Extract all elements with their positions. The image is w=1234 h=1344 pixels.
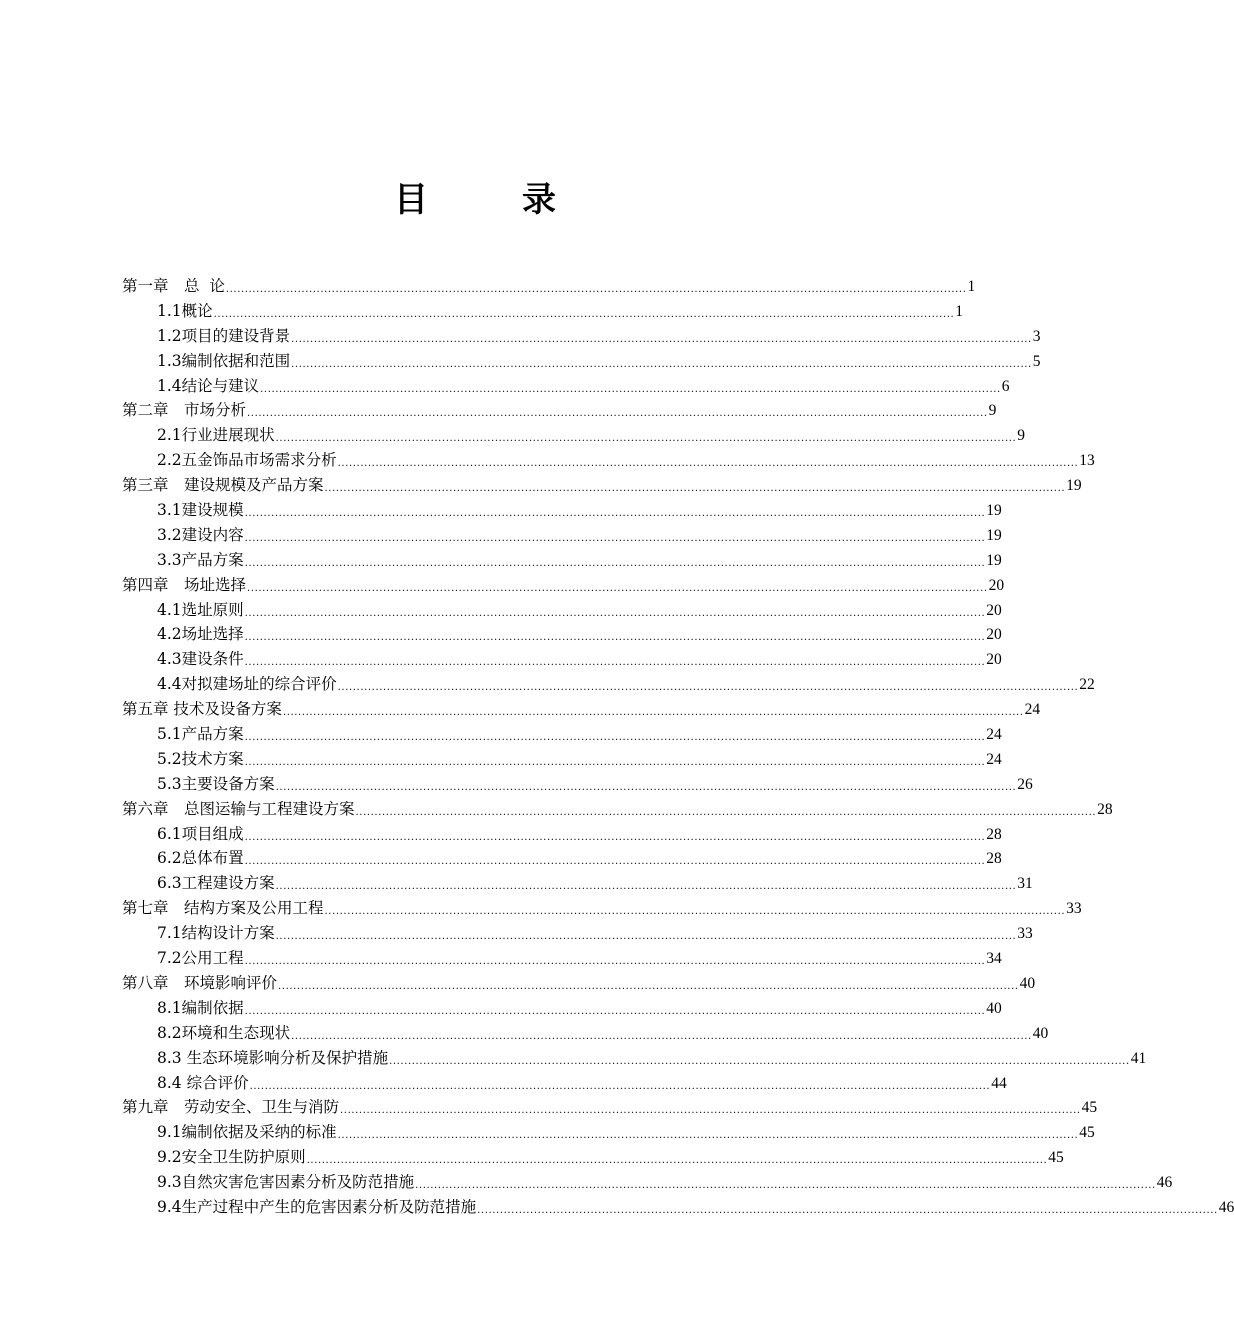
toc-entry-label: 2.1行业进展现状 [157, 426, 275, 445]
toc-dot-leader: .................................................................................................................................................................................................... [389, 1055, 1130, 1067]
toc-page-number: 20 [986, 651, 1002, 669]
toc-page-number: 40 [986, 999, 1002, 1017]
toc-entry-label: 8.1编制依据 [157, 998, 244, 1017]
toc-dot-leader: .................................................................................................................................................................................................... [244, 508, 986, 520]
toc-section-entry[interactable] [122, 871, 1033, 896]
toc-entry-label: 3.3产品方案 [157, 550, 244, 569]
toc-page-number: 9 [988, 402, 997, 420]
toc-entry-label: 第二章 市场分析 [122, 401, 247, 420]
toc-entry-label: 1.1概论 [157, 301, 213, 320]
toc-dot-leader: .................................................................................................................................................................................................... [324, 906, 1066, 918]
toc-dot-leader: .................................................................................................................................................................................................... [244, 831, 986, 843]
toc-dot-leader: .................................................................................................................................................................................................... [275, 781, 1017, 793]
toc-entry-label: 第一章 总 论 [122, 277, 225, 295]
toc-page-number: 19 [986, 526, 1002, 544]
toc-page-number: 1 [955, 302, 964, 320]
toc-dot-leader: .................................................................................................................................................................................................... [244, 1005, 986, 1017]
toc-entry-label: 第六章 总图运输与工程建设方案 [122, 799, 355, 818]
toc-dot-leader: .................................................................................................................................................................................................... [213, 308, 955, 320]
toc-chapter-entry[interactable] [122, 573, 1005, 598]
toc-page-number: 28 [986, 825, 1002, 843]
toc-page-number: 24 [986, 726, 1002, 744]
toc-entry-label: 6.2总体布置 [157, 849, 244, 868]
toc-dot-leader: .................................................................................................................................................................................................... [306, 1155, 1048, 1167]
toc-page-number: 13 [1079, 452, 1095, 470]
toc-chapter-entry[interactable] [122, 971, 1036, 996]
toc-dot-leader: .................................................................................................................................................................................................... [244, 732, 986, 744]
toc-section-entry[interactable] [122, 747, 1002, 772]
toc-page-number: 46 [1156, 1174, 1173, 1192]
toc-section-entry[interactable] [122, 722, 1002, 747]
toc-page-number: 24 [986, 750, 1002, 768]
toc-section-entry[interactable] [122, 374, 1010, 399]
toc-dot-leader: .................................................................................................................................................................................................... [291, 358, 1032, 370]
toc-section-entry[interactable] [122, 1170, 1173, 1195]
toc-dot-leader: .................................................................................................................................................................................................... [282, 707, 1024, 719]
toc-dot-leader: .................................................................................................................................................................................................... [244, 956, 986, 968]
toc-entry-label: 第三章 建设规模及产品方案 [122, 476, 324, 495]
toc-entry-label: 9.2安全卫生防护原则 [157, 1148, 306, 1167]
toc-page-number: 19 [1066, 477, 1082, 495]
toc-section-entry[interactable] [122, 772, 1033, 797]
toc-page-number: 40 [1019, 974, 1036, 992]
toc-entry-label: 1.4结论与建议 [157, 376, 260, 395]
toc-entry-label: 3.2建设内容 [157, 525, 244, 544]
toc-dot-leader: .................................................................................................................................................................................................... [355, 806, 1097, 818]
toc-entry-label: 第四章 场址选择 [122, 575, 247, 594]
toc-dot-leader: .................................................................................................................................................................................................... [244, 756, 986, 768]
toc-entry-label: 第七章 结构方案及公用工程 [122, 899, 324, 918]
toc-page-number: 3 [1032, 327, 1041, 345]
toc-chapter-entry[interactable] [122, 473, 1082, 498]
toc-entry-label: 3.1建设规模 [157, 501, 244, 520]
toc-dot-leader: .................................................................................................................................................................................................... [337, 1130, 1079, 1142]
toc-dot-leader: .................................................................................................................................................................................................... [275, 881, 1017, 893]
toc-page-number: 40 [1032, 1024, 1049, 1042]
toc-chapter-entry[interactable] [122, 398, 997, 423]
toc-entry-label: 5.2技术方案 [157, 749, 244, 768]
toc-entry-label: 8.2环境和生态现状 [157, 1023, 291, 1042]
toc-page-number: 31 [1017, 875, 1033, 893]
toc-dot-leader: .................................................................................................................................................................................................... [337, 458, 1079, 470]
toc-dot-leader: .................................................................................................................................................................................................... [249, 1080, 991, 1092]
toc-section-entry[interactable] [122, 1145, 1064, 1170]
toc-page-number: 9 [1017, 427, 1026, 445]
toc-entry-label: 6.1项目组成 [157, 824, 244, 843]
toc-dot-leader: .................................................................................................................................................................................................... [275, 931, 1017, 943]
toc-page-number: 33 [1066, 900, 1082, 918]
toc-page-number: 26 [1017, 775, 1033, 793]
toc-page-number: 24 [1024, 701, 1041, 719]
toc-page-number: 33 [1017, 925, 1033, 943]
toc-section-entry[interactable] [122, 1021, 1049, 1046]
toc-page-number: 45 [1048, 1149, 1064, 1167]
toc-dot-leader: .................................................................................................................................................................................................... [244, 856, 986, 868]
toc-section-entry[interactable] [122, 523, 1002, 548]
toc-dot-leader: .................................................................................................................................................................................................... [291, 333, 1032, 345]
toc-dot-leader: .................................................................................................................................................................................................... [244, 632, 986, 644]
toc-entry-label: 2.2五金饰品市场需求分析 [157, 451, 337, 470]
toc-page-number: 28 [1097, 800, 1113, 818]
toc-chapter-entry[interactable] [122, 274, 976, 299]
toc-page-number: 1 [967, 278, 976, 295]
toc-section-entry[interactable] [122, 299, 964, 324]
toc-entry-label: 5.3主要设备方案 [157, 774, 275, 793]
toc-entry-label: 9.3自然灾害危害因素分析及防范措施 [157, 1173, 415, 1192]
toc-section-entry[interactable] [122, 1071, 1007, 1096]
toc-page-number: 19 [986, 502, 1002, 520]
toc-page-number: 22 [1079, 676, 1095, 694]
toc-page-number: 44 [991, 1074, 1007, 1092]
toc-dot-leader: .................................................................................................................................................................................................... [324, 483, 1066, 495]
toc-entry-label: 9.1编制依据及采纳的标准 [157, 1123, 337, 1142]
toc-entry-label: 第五章 技术及设备方案 [122, 700, 282, 719]
toc-page-number: 41 [1130, 1049, 1147, 1067]
toc-dot-leader: .................................................................................................................................................................................................... [260, 383, 1001, 395]
toc-page-number: 20 [986, 601, 1002, 619]
toc-section-entry[interactable] [122, 822, 1002, 847]
toc-entry-label: 9.4生产过程中产生的危害因素分析及防范措施 [157, 1197, 477, 1216]
toc-page-number: 6 [1001, 377, 1010, 395]
toc-entry-label: 8.4 综合评价 [157, 1073, 249, 1092]
toc-page-number: 28 [986, 850, 1002, 868]
toc-dot-leader: .................................................................................................................................................................................................... [340, 1105, 1081, 1117]
toc-entry-label: 1.3编制依据和范围 [157, 351, 291, 370]
toc-page-number: 20 [986, 626, 1002, 644]
toc-entry-label: 1.2项目的建设背景 [157, 326, 291, 345]
toc-dot-leader: .................................................................................................................................................................................................... [225, 284, 967, 295]
toc-dot-leader: .................................................................................................................................................................................................... [247, 582, 988, 594]
toc-section-entry[interactable] [122, 548, 1002, 573]
table-of-contents [122, 274, 1234, 1220]
toc-dot-leader: .................................................................................................................................................................................................... [247, 408, 988, 420]
toc-dot-leader: .................................................................................................................................................................................................... [244, 607, 986, 619]
toc-page-number: 20 [988, 576, 1005, 594]
toc-entry-label: 6.3工程建设方案 [157, 874, 275, 893]
toc-dot-leader: .................................................................................................................................................................................................... [415, 1180, 1156, 1192]
toc-page-number: 45 [1079, 1124, 1095, 1142]
toc-section-entry[interactable] [122, 1195, 1234, 1220]
toc-section-entry[interactable] [122, 946, 1002, 971]
toc-chapter-entry[interactable] [122, 1095, 1098, 1120]
toc-page-number: 46 [1218, 1198, 1234, 1216]
toc-page-number: 5 [1032, 352, 1041, 370]
toc-chapter-entry[interactable] [122, 797, 1113, 822]
toc-dot-leader: .................................................................................................................................................................................................... [477, 1204, 1218, 1216]
toc-section-entry[interactable] [122, 324, 1041, 349]
toc-entry-label: 第八章 环境影响评价 [122, 973, 278, 992]
toc-section-entry[interactable] [122, 672, 1095, 697]
toc-section-entry[interactable] [122, 996, 1002, 1021]
toc-dot-leader: .................................................................................................................................................................................................... [275, 433, 1017, 445]
toc-section-entry[interactable] [122, 598, 1002, 623]
toc-chapter-entry[interactable] [122, 697, 1041, 722]
toc-section-entry[interactable] [122, 448, 1095, 473]
toc-dot-leader: .................................................................................................................................................................................................... [244, 657, 986, 669]
toc-entry-label: 4.4对拟建场址的综合评价 [157, 675, 337, 694]
toc-page-number: 19 [986, 551, 1002, 569]
toc-entry-label: 5.1产品方案 [157, 725, 244, 744]
toc-dot-leader: .................................................................................................................................................................................................... [244, 532, 986, 544]
toc-entry-label: 7.1结构设计方案 [157, 924, 275, 943]
toc-section-entry[interactable] [122, 1046, 1147, 1071]
toc-section-entry[interactable] [122, 846, 1002, 871]
toc-dot-leader: .................................................................................................................................................................................................... [337, 682, 1079, 694]
toc-dot-leader: .................................................................................................................................................................................................... [244, 557, 986, 569]
toc-entry-label: 8.3 生态环境影响分析及保护措施 [157, 1048, 389, 1067]
toc-section-entry[interactable] [122, 647, 1002, 672]
toc-section-entry[interactable] [122, 423, 1026, 448]
toc-section-entry[interactable] [122, 622, 1002, 647]
toc-entry-label: 4.2场址选择 [157, 625, 244, 644]
toc-dot-leader: .................................................................................................................................................................................................... [291, 1030, 1032, 1042]
toc-entry-label: 7.2公用工程 [157, 949, 244, 968]
toc-section-entry[interactable] [122, 349, 1041, 374]
toc-entry-label: 第九章 劳动安全、卫生与消防 [122, 1098, 340, 1117]
toc-page-number: 45 [1081, 1099, 1098, 1117]
page-title: 目 录 [394, 180, 586, 220]
toc-dot-leader: .................................................................................................................................................................................................... [278, 980, 1019, 992]
toc-chapter-entry[interactable] [122, 896, 1082, 921]
toc-section-entry[interactable] [122, 921, 1033, 946]
toc-section-entry[interactable] [122, 498, 1002, 523]
toc-entry-label: 4.3建设条件 [157, 650, 244, 669]
toc-page-number: 34 [986, 950, 1002, 968]
toc-entry-label: 4.1选址原则 [157, 600, 244, 619]
toc-section-entry[interactable] [122, 1120, 1095, 1145]
